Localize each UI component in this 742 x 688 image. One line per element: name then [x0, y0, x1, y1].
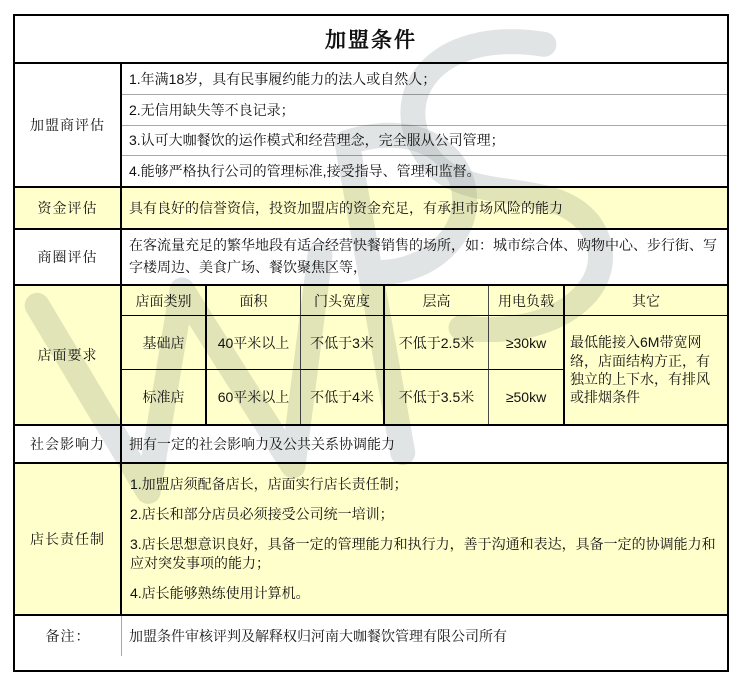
cell-store-type: 标准店 — [122, 370, 207, 424]
cell-other-merged: 最低能接入6M带宽网络，店面结构方正，有独立的上下水，有排风或排烟条件 — [570, 334, 710, 406]
franchisee-evaluation-list — [122, 64, 727, 186]
cell-area: 60平米以上 — [207, 370, 301, 424]
district-evaluation-text: 在客流量充足的繁华地段有适合经营快餐销售的场所，如：城市综合体、购物中心、步行街、写字楼周边、美食广场、餐饮聚焦区等， — [129, 237, 717, 275]
capital-evaluation-label: 资金评估 — [15, 188, 122, 228]
cell-door-width: 不低于3米 — [301, 316, 385, 370]
cell-door-width: 不低于4米 — [301, 370, 385, 424]
list-item: 3.认可大咖餐饮的运作模式和经营理念，完全服从公司管理； — [122, 126, 727, 157]
remark-text: 加盟条件审核评判及解释权归河南大咖餐饮管理有限公司所有 — [129, 628, 507, 644]
manager-responsibility-label: 店长责任制 — [15, 464, 122, 614]
list-item: 4.能够严格执行公司的管理标准,接受指导、管理和监督。 — [129, 163, 481, 180]
social-influence-label: 社会影响力 — [15, 426, 122, 462]
cell-floor-height: 不低于3.5米 — [385, 370, 489, 424]
section-capital-evaluation — [15, 186, 727, 228]
list-item: 4.店长能够熟练使用计算机。 — [130, 584, 310, 601]
cell-store-type: 基础店 — [122, 316, 207, 370]
section-franchisee-evaluation — [15, 62, 727, 186]
section-social-influence — [15, 424, 727, 462]
cell-power-load: ≥50kw — [489, 370, 565, 424]
column-header-area: 面积 — [207, 286, 301, 316]
list-item: 2.店长和部分店员必须接受公司统一培训； — [130, 506, 394, 523]
cell-area: 40平米以上 — [207, 316, 301, 370]
store-requirements-grid — [122, 286, 727, 424]
list-item: 2.无信用缺失等不良记录； — [122, 95, 727, 126]
store-requirements-label: 店面要求 — [15, 286, 122, 424]
section-district-evaluation — [15, 228, 727, 284]
column-header-door-width: 门头宽度 — [301, 286, 385, 316]
column-header-floor-height: 层高 — [385, 286, 489, 316]
list-item: 1.年满18岁，具有民事履约能力的法人或自然人； — [122, 64, 727, 95]
column-header-store-type: 店面类别 — [122, 286, 207, 316]
manager-responsibility-list — [122, 464, 727, 614]
cell-floor-height: 不低于2.5米 — [385, 316, 489, 370]
social-influence-text: 拥有一定的社会影响力及公共关系协调能力 — [129, 436, 395, 452]
franchise-conditions-table — [13, 14, 729, 672]
remark-label: 备注： — [15, 616, 122, 656]
section-remark — [15, 614, 727, 656]
district-evaluation-label: 商圈评估 — [15, 230, 122, 284]
list-item: 3.店长思想意识良好，具备一定的管理能力和执行力，善于沟通和表达，具备一定的协调能力和应对突发事项的能力； — [130, 535, 716, 571]
column-header-power-load: 用电负载 — [489, 286, 565, 316]
table-title-row — [15, 16, 727, 62]
capital-evaluation-text: 具有良好的信誉资信，投资加盟店的资金充足，有承担市场风险的能力 — [129, 200, 563, 216]
cell-power-load: ≥30kw — [489, 316, 565, 370]
list-item: 1.加盟店须配备店长，店面实行店长责任制； — [130, 476, 408, 493]
page-title: 加盟条件 — [325, 29, 417, 52]
franchisee-evaluation-label: 加盟商评估 — [15, 64, 122, 186]
section-manager-responsibility — [15, 462, 727, 614]
section-store-requirements — [15, 284, 727, 424]
column-header-other: 其它 — [565, 286, 727, 316]
